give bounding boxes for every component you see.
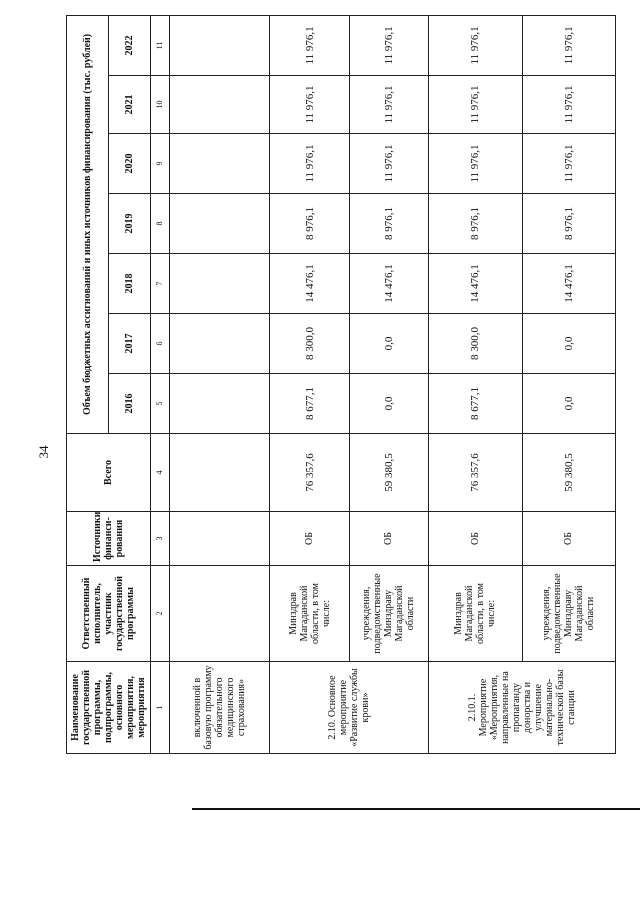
row-total: 59 380,5 <box>349 434 428 512</box>
header-year: 2021 <box>109 76 151 134</box>
column-number: 10 <box>151 76 170 134</box>
row-value: 14 476,1 <box>522 254 615 314</box>
row-value: 11 976,1 <box>429 15 522 75</box>
row-total: 59 380,5 <box>522 434 615 512</box>
row-value: 8 976,1 <box>429 194 522 254</box>
header-year: 2020 <box>109 134 151 194</box>
row-value: 0,0 <box>349 374 428 434</box>
row-value: 11 976,1 <box>522 15 615 75</box>
row-value: 8 300,0 <box>429 314 522 374</box>
column-number: 5 <box>151 374 170 434</box>
row-executor: Минздрав Магаданской области, в том числе: <box>429 566 522 662</box>
page-number: 34 <box>36 445 51 459</box>
row-value: 8 677,1 <box>429 374 522 434</box>
row-source: ОБ <box>270 512 349 566</box>
row-value <box>170 134 270 194</box>
row-source: ОБ <box>349 512 428 566</box>
table-row <box>522 15 615 753</box>
table-row <box>170 15 270 753</box>
row-source <box>170 512 270 566</box>
row-executor: Минздрав Магаданской области, в том числе: <box>270 566 349 662</box>
header-executor: Ответственный исполнитель, участник государственной программы <box>67 566 151 662</box>
row-value: 11 976,1 <box>429 76 522 134</box>
column-number-row <box>151 15 170 753</box>
row-value <box>170 314 270 374</box>
table-row <box>270 15 349 753</box>
row-value: 8 976,1 <box>522 194 615 254</box>
row-value: 14 476,1 <box>270 254 349 314</box>
header-year: 2019 <box>109 194 151 254</box>
row-total: 76 357,6 <box>429 434 522 512</box>
row-value: 0,0 <box>522 374 615 434</box>
row-value <box>170 194 270 254</box>
row-executor: учреждения, подведомственные Минздраву Магаданской области <box>522 566 615 662</box>
row-value: 11 976,1 <box>349 15 428 75</box>
row-value: 11 976,1 <box>522 134 615 194</box>
row-value <box>170 76 270 134</box>
row-value: 11 976,1 <box>349 76 428 134</box>
row-value: 8 300,0 <box>270 314 349 374</box>
header-funding-group: Объем бюджетных ассигнований и иных источников финансирования (тыс. рублей) <box>67 15 109 433</box>
column-number: 3 <box>151 512 170 566</box>
row-value: 8 976,1 <box>349 194 428 254</box>
row-value: 11 976,1 <box>349 134 428 194</box>
header-total: Всего <box>67 434 151 512</box>
row-executor: учреждения, подведомственные Минздраву Магаданской области <box>349 566 428 662</box>
row-source: ОБ <box>522 512 615 566</box>
row-executor <box>170 566 270 662</box>
column-number: 1 <box>151 662 170 754</box>
row-value: 11 976,1 <box>270 15 349 75</box>
row-value <box>170 15 270 75</box>
header-source: Источники финанси-рования <box>67 512 151 566</box>
row-name: 2.10. Основное мероприятие «Развитие службы крови» <box>270 662 429 754</box>
row-value: 11 976,1 <box>270 76 349 134</box>
row-value: 11 976,1 <box>522 76 615 134</box>
column-number: 9 <box>151 134 170 194</box>
row-name: 2.10.1. Мероприятие «Мероприятия, направленные на пропаганду донорства и улучшение материально-технической базы станции <box>429 662 616 754</box>
row-value: 8 976,1 <box>270 194 349 254</box>
row-value: 0,0 <box>522 314 615 374</box>
row-total <box>170 434 270 512</box>
header-name: Наименование государственной программы, подпрограммы, основного мероприятия, мероприятия <box>67 662 151 754</box>
row-source: ОБ <box>429 512 522 566</box>
table-row <box>349 15 428 753</box>
row-value: 14 476,1 <box>349 254 428 314</box>
row-value: 0,0 <box>349 314 428 374</box>
column-number: 7 <box>151 254 170 314</box>
rotated-table-container <box>66 16 616 754</box>
column-number: 4 <box>151 434 170 512</box>
row-value: 8 677,1 <box>270 374 349 434</box>
header-year: 2018 <box>109 254 151 314</box>
header-year: 2017 <box>109 314 151 374</box>
column-number: 8 <box>151 194 170 254</box>
row-value: 11 976,1 <box>429 134 522 194</box>
row-value <box>170 254 270 314</box>
table-wrapper <box>66 16 616 754</box>
row-total: 76 357,6 <box>270 434 349 512</box>
row-value: 11 976,1 <box>270 134 349 194</box>
column-number: 11 <box>151 15 170 75</box>
table-row <box>429 15 522 753</box>
row-value <box>170 374 270 434</box>
header-year: 2016 <box>109 374 151 434</box>
horizontal-rule <box>192 808 640 810</box>
row-name: включенной в базовую программу обязательного медицинского страхования» <box>170 662 270 754</box>
column-number: 6 <box>151 314 170 374</box>
header-row-1 <box>67 15 109 753</box>
row-value: 14 476,1 <box>429 254 522 314</box>
header-year: 2022 <box>109 15 151 75</box>
funding-table <box>66 15 616 754</box>
column-number: 2 <box>151 566 170 662</box>
